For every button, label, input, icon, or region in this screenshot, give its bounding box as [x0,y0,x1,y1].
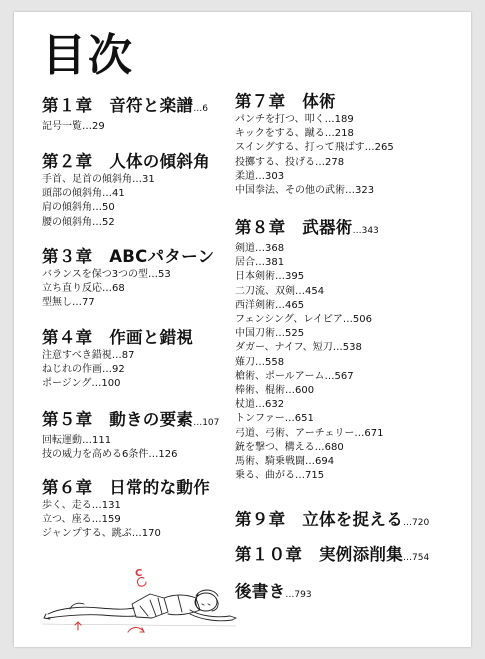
toc-entry[interactable]: 中国刀術…525 [235,328,305,340]
chapter-entries [42,434,242,462]
chapter-8[interactable] [235,218,467,483]
toc-entry[interactable]: ダガー、ナイフ、短刀…538 [235,342,362,354]
toc-entry[interactable]: 投擲する、投げる…278 [235,156,345,168]
chapter-page-prefix: … [193,418,203,428]
toc-entry[interactable]: 技の威力を高める6条件…126 [42,449,178,461]
chapter-page-prefix: … [285,590,295,600]
toc-entry[interactable]: 居合…381 [235,257,285,269]
chapter-entries [42,120,242,134]
chapter-7[interactable] [235,92,467,198]
toc-entry[interactable]: 記号一覧…29 [42,121,105,132]
toc-entry[interactable]: 型無し…77 [42,297,95,309]
chapter-title: 第２章 人体の傾斜角 [42,152,210,171]
chapter-page: 107 [202,418,220,428]
chapter-title: 後書き [235,582,286,601]
toc-title: 目次 [42,30,134,81]
chapter-page-prefix: … [403,553,412,563]
chapter-page-prefix: … [193,104,203,114]
curved-arrow-marker [128,628,144,633]
chapter-title: 第５章 動きの要素 [42,410,194,429]
chapter-entries [235,242,467,483]
chapter-1[interactable] [42,96,242,134]
toc-entry[interactable]: 注意すべき錯視…87 [42,350,135,361]
chapter-entries [42,173,242,230]
toc-entry[interactable]: 腰の傾斜角…52 [42,216,115,228]
chapter-entries [42,349,242,392]
toc-entry[interactable]: 棒術、棍術…600 [235,385,315,397]
toc-entry[interactable]: 手首、足首の傾斜角…31 [42,174,155,185]
toc-entry[interactable]: 槍術、ポールアーム…567 [235,370,354,382]
chapter-title: 第１０章 実例添削集 [235,545,403,564]
chapter-2[interactable] [42,152,242,230]
chapter-page: 793 [294,590,312,600]
figure-label: C [135,568,143,579]
toc-entry[interactable]: スイングする、打って飛ばす…265 [235,142,394,154]
chapter-title: 第４章 作画と錯視 [42,328,194,347]
chapter-entries [42,268,242,311]
toc-entry[interactable]: 銃を撃つ、構える…680 [235,441,344,453]
chapter-title: 第１章 音符と楽譜 [42,96,194,115]
toc-entry[interactable]: 薙刀…558 [235,356,285,368]
toc-entry[interactable]: ねじれの作画…92 [42,364,125,376]
toc-entry[interactable]: 弓道、弓術、アーチェリー…671 [235,427,384,439]
chapter-page: 754 [412,553,430,563]
chapter-title: 第３章 ABCパターン [42,247,215,266]
toc-entry[interactable]: 二刀流、双剣…454 [235,285,325,297]
toc-entry[interactable]: パンチを打つ、叩く…189 [235,114,354,125]
toc-entry[interactable]: 西洋剣術…465 [235,299,305,311]
chapter-6[interactable] [42,478,242,542]
chapter-3[interactable] [42,247,242,311]
chapter-entries [235,113,467,198]
toc-entry[interactable]: 頭部の傾斜角…41 [42,188,125,200]
toc-entry[interactable]: フェンシング、レイピア…506 [235,314,372,326]
toc-entry[interactable]: バランスを保つ3つの型…53 [42,269,171,280]
chapter-4[interactable] [42,328,242,392]
toc-entry[interactable]: 立つ、座る…159 [42,514,121,526]
toc-entry[interactable]: 立ち直り反応…68 [42,283,125,295]
chapter-5[interactable] [42,410,242,462]
chapter-9[interactable] [235,510,467,533]
toc-entry[interactable]: 日本剣術…395 [235,271,305,283]
chapter-10[interactable] [235,545,467,568]
chapter-page-prefix: … [352,226,362,236]
toc-entry[interactable]: 肩の傾斜角…50 [42,202,115,214]
toc-entry[interactable]: 杖道…632 [235,399,285,411]
toc-page [14,12,471,647]
toc-entry[interactable]: 歩く、走る…131 [42,500,121,511]
toc-entry[interactable]: トンファー…651 [235,413,314,425]
toc-entry[interactable]: 柔道…303 [235,170,285,182]
toc-entry[interactable]: 中国拳法、その他の武術…323 [235,185,375,197]
chapter-page: 720 [412,518,430,528]
toc-entry[interactable]: 剣道…368 [235,243,285,254]
chapter-title: 第７章 体術 [235,92,336,111]
chapter-entries [42,499,242,542]
chapter-page: 343 [361,226,379,236]
chapter-title: 第９章 立体を捉える [235,510,403,529]
toc-entry[interactable]: 馬術、騎乗戦闘…694 [235,456,335,468]
toc-entry[interactable]: 乗る、曲がる…715 [235,470,325,482]
toc-entry[interactable]: キックをする、蹴る…218 [235,128,354,140]
chapter-title: 第６章 日常的な動作 [42,478,210,497]
toc-entry[interactable]: 回転運動…111 [42,435,112,446]
chapter-title: 第８章 武器術 [235,218,353,237]
toc-entry[interactable]: ジャンプする、跳ぶ…170 [42,528,161,540]
afterword[interactable] [235,582,467,605]
lying-figure-illustration [40,564,240,642]
annotation-markers [75,577,146,632]
chapter-page-prefix: … [403,518,412,528]
toc-entry[interactable]: ポージング…100 [42,378,121,390]
arrow-up-marker [75,622,81,630]
chapter-page: 6 [202,104,208,114]
